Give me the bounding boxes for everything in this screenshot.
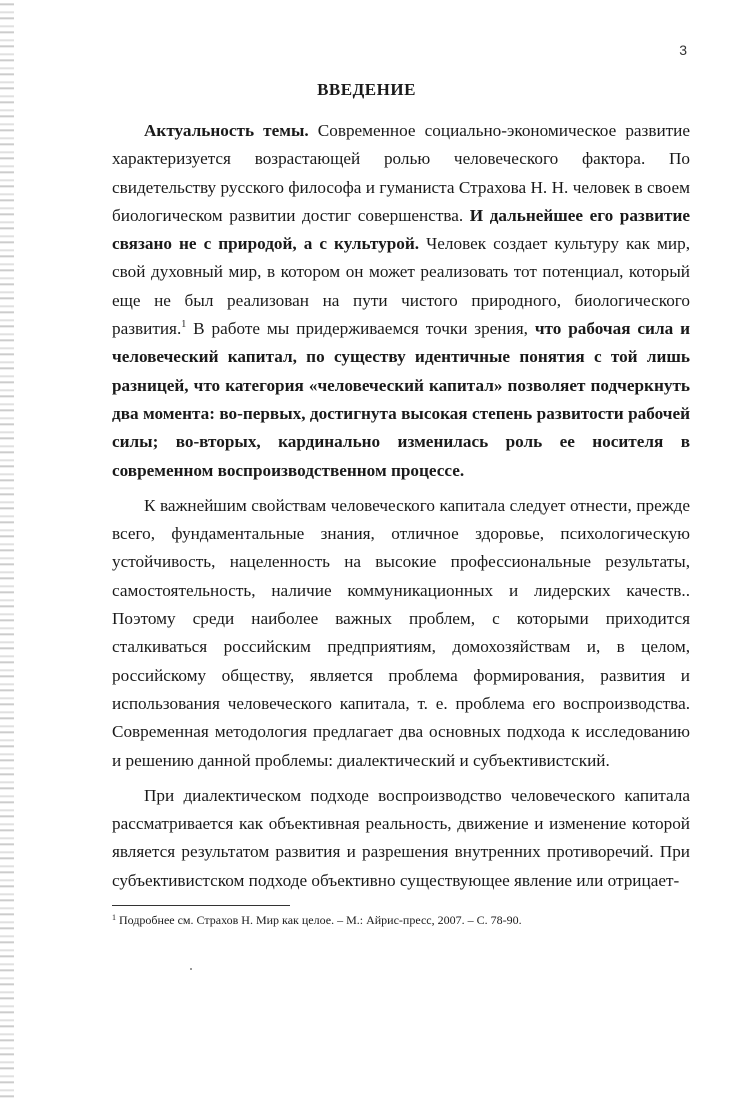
footnote-separator xyxy=(112,905,290,906)
scan-edge-artifact xyxy=(0,0,14,1100)
emphasis-run: И дальнейшее его развитие связано не с природой, а с культурой. xyxy=(112,205,690,254)
text-run: Человек создает культуру как мир, свой духовный мир, в котором он может реализовать тот потенциал, который еще не был реализован на пути чистого природного, биологического развития. xyxy=(112,234,690,339)
footnote-reference: 1 xyxy=(181,319,187,331)
paragraph-actuality xyxy=(112,117,690,485)
text-run: Современное социально-экономическое развитие характеризуется возрастающей ролью человеческого фактора. По свидетельству русского философа и гуманиста Страхова Н. Н. человек в своем биологическом развитии достиг совершенства. xyxy=(112,121,690,225)
footnote-mark: 1 xyxy=(112,913,116,922)
emphasis-run: что рабочая сила и человеческий капитал, по существу идентичные понятия с той лишь разницей, что категория «человеческий капитал» позволяет подчеркнуть два момента: во-первых, достигнута высокая степень развитости рабочей силы; во-вторых, кардинально изменилась роль ее носителя в современном воспроизводственном процессе. xyxy=(112,319,690,480)
page-title: ВВЕДЕНИЕ xyxy=(317,80,416,99)
footnote-text: Подробнее см. Страхов Н. Мир как целое. – М.: Айрис-пресс, 2007. – С. 78-90. xyxy=(116,913,522,927)
paragraph-properties xyxy=(112,492,690,775)
paragraph-dialectical xyxy=(112,782,690,895)
page-number: 3 xyxy=(679,42,687,58)
body-text xyxy=(112,117,690,895)
lead-in-heading: Актуальность темы. xyxy=(144,121,309,140)
text-run: К важнейшим свойствам человеческого капитала следует отнести, прежде всего, фундаментальные знания, отличное здоровье, психологическую устойчивость, нацеленность на высокие профессиональные результаты, самостоятельность, наличие коммуникационных и лидерских качеств.. Поэтому среди наиболее важных проблем, с которыми приходится сталкиваться российским предприятиям, домохозяйствам и, в целом, российскому обществу, является проблема формирования, развития и использования человеческого капитала, т. е. проблема его воспроизводства. Современная методология предлагает два основных подхода к исследованию и решению данной проблемы: диалектический и субъективистский. xyxy=(112,495,690,770)
footnote xyxy=(112,913,690,928)
text-run: При диалектическом подходе воспроизводство человеческого капитала рассматривается как объективная реальность, движение и изменение которой является результатом развития и разрешения внутренних противоречий. При субъективистском подходе объективно существующее явление или отрицает- xyxy=(112,785,690,890)
text-run: В работе мы придерживаемся точки зрения, xyxy=(186,319,535,339)
scan-speck xyxy=(190,968,192,970)
